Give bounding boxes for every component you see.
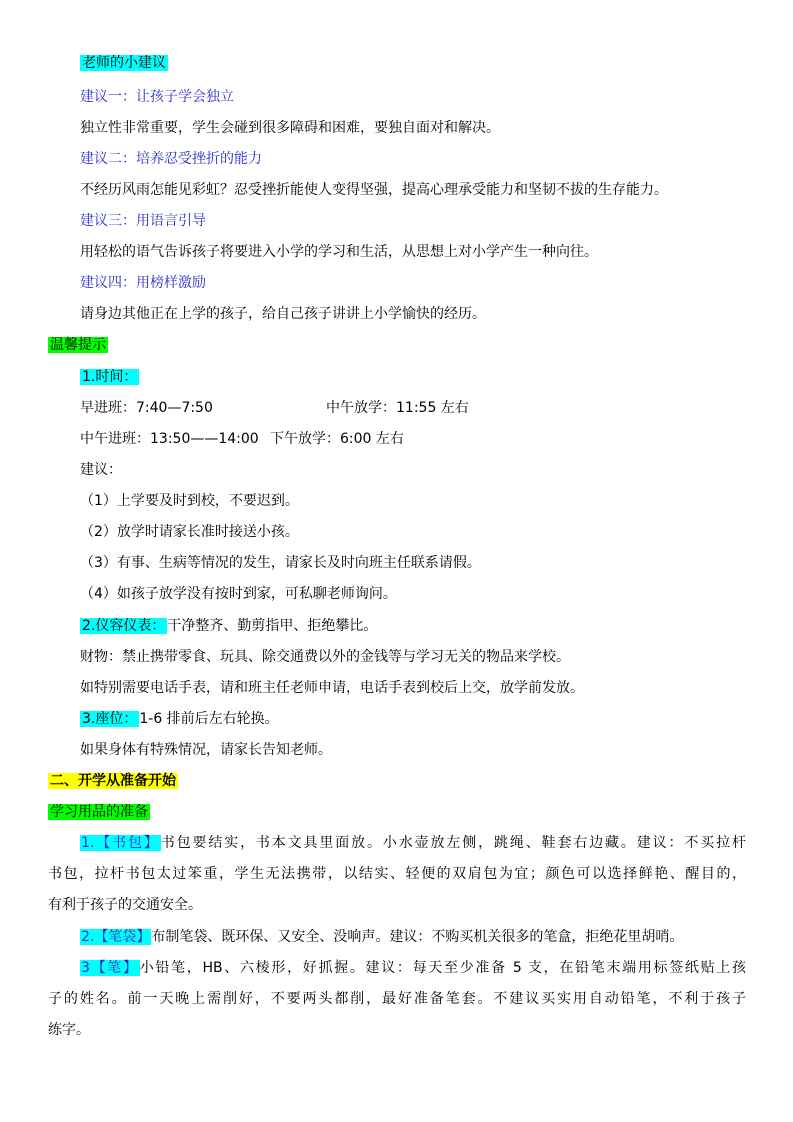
- seat-line: [80, 708, 279, 730]
- advice-label: 建议：: [80, 462, 122, 478]
- pencilcase-line: 2.【笔袋】布制笔袋、既环保、又安全、没响声。建议：不购买机关很多的笔盒，拒绝花里胡哨。: [81, 929, 684, 945]
- advice-3-body: 用轻松的语气告诉孩子将要进入小学的学习和生活，从思想上对小学产生一种向往。: [80, 244, 598, 260]
- section-2-heading: 二、开学从准备开始: [50, 773, 176, 789]
- noon-in-time: 中午进班：13:50——14:00: [80, 431, 259, 447]
- supplies-heading: 学习用品的准备: [50, 804, 148, 820]
- advice-1-body: 独立性非常重要，学生会碰到很多障碍和困难，要独自面对和解决。: [80, 120, 500, 136]
- advice-item-4: （4）如孩子放学没有按时到家，可私聊老师询问。: [80, 586, 397, 602]
- bag-line-2: 书包，拉杆书包太过笨重，学生无法携带，以结实、轻便的双肩包为宜；颜色可以选择鲜艳、醒目的，: [48, 866, 746, 882]
- pen-line-2: 子的姓名。前一天晚上需削好，不要两头都削，最好准备笔套。不建议买实用自动铅笔，不利于孩子: [48, 991, 746, 1007]
- morning-in-time: 早进班：7:40—7:50: [80, 400, 213, 416]
- phone-rule: 如特别需要电话手表，请和班主任老师申请，电话手表到校后上交，放学前发放。: [80, 680, 584, 696]
- schedule-row-2: [80, 428, 404, 450]
- pen-line-3: 练字。: [48, 1022, 90, 1038]
- advice-4-title: 建议四：用榜样激励: [80, 275, 206, 291]
- advice-4-body: 请身边其他正在上学的孩子，给自己孩子讲讲上小学愉快的经历。: [80, 306, 486, 322]
- bag-line-3: 有利于孩子的交通安全。: [48, 897, 202, 913]
- health-note: 如果身体有特殊情况，请家长告知老师。: [80, 742, 332, 758]
- teacher-advice-heading: 老师的小建议: [82, 55, 166, 71]
- seat-label: 3.座位：: [82, 711, 138, 727]
- tips-heading: 温馨提示: [50, 337, 106, 353]
- seat-text: 1-6 排前后左右轮换。: [139, 711, 279, 727]
- advice-item-3: （3）有事、生病等情况的发生，请家长及时向班主任联系请假。: [80, 555, 481, 571]
- pen-label: 3【笔】: [81, 960, 139, 976]
- time-label: 1.时间：: [82, 369, 138, 385]
- pencilcase-label: 2.【笔袋】: [81, 929, 151, 945]
- advice-2-title: 建议二：培养忍受挫折的能力: [80, 151, 262, 167]
- appearance-line: [80, 615, 377, 637]
- appearance-label: 2.仪容仪表：: [82, 618, 166, 634]
- schedule-row-1: [80, 397, 469, 419]
- noon-out-time: 中午放学：11:55 左右: [326, 400, 469, 416]
- bag-label: 1.【书包】: [81, 835, 160, 851]
- advice-2-body: 不经历风雨怎能见彩虹？忍受挫折能使人变得坚强，提高心理承受能力和坚韧不拔的生存能力。: [80, 182, 668, 198]
- property-rule: 财物：禁止携带零食、玩具、除交通费以外的金钱等与学习无关的物品来学校。: [80, 649, 570, 665]
- appearance-text: 干净整齐、勤剪指甲、拒绝攀比。: [167, 618, 378, 634]
- bag-line-1: 1.【书包】书包要结实，书本文具里面放。小水壶放左侧，跳绳、鞋套右边藏。建议：不买拉杆: [81, 835, 747, 851]
- advice-3-title: 建议三：用语言引导: [80, 213, 206, 229]
- pen-line-1: 3【笔】小铅笔，HB、六棱形，好抓握。建议：每天至少准备 5 支，在铅笔末端用标签纸贴上孩: [81, 960, 746, 976]
- advice-item-1: （1）上学要及时到校，不要迟到。: [80, 493, 299, 509]
- advice-item-2: （2）放学时请家长准时接送小孩。: [80, 524, 299, 540]
- advice-1-title: 建议一：让孩子学会独立: [80, 89, 234, 105]
- afternoon-out-time: 下午放学：6:00 左右: [270, 431, 404, 447]
